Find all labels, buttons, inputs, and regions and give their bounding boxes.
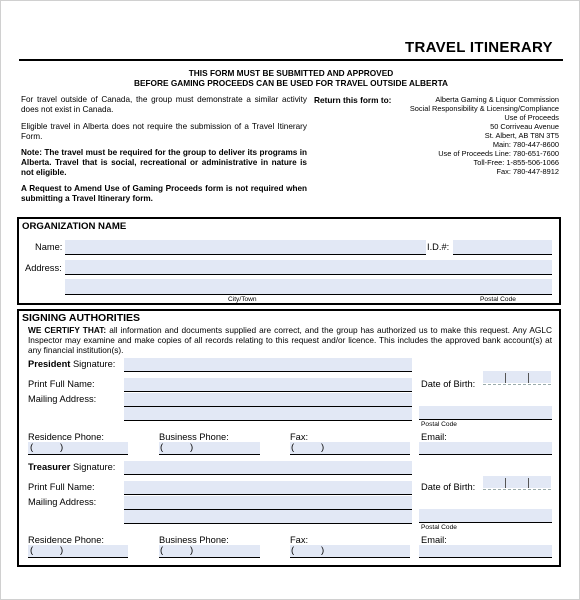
return-address-line: Fax: 780-447-8912 — [496, 167, 559, 176]
treasurer-dob-underline — [483, 489, 551, 490]
treasurer-fax-underline — [290, 557, 410, 558]
president-dob-label: Date of Birth: — [421, 379, 476, 389]
president-postal-caption: Postal Code — [421, 421, 457, 428]
treasurer-print-name-input[interactable] — [124, 481, 412, 494]
org-city-postal-input[interactable] — [65, 279, 552, 294]
return-address-line: Use of Proceeds Line: 780-651-7600 — [438, 149, 559, 158]
intro-paragraph-4: A Request to Amend Use of Gaming Proceeds form is not required when submitting a Travel Itinerary form. — [21, 184, 307, 204]
paren-open: ( — [30, 442, 34, 453]
organization-section-title: ORGANIZATION NAME — [22, 221, 127, 232]
treasurer-fax-input[interactable] — [290, 545, 410, 557]
president-mailing-input[interactable] — [124, 393, 412, 406]
treasurer-mailing-input-2[interactable] — [124, 510, 412, 523]
paren-close: ) — [321, 545, 325, 556]
president-print-name-label: Print Full Name: — [28, 379, 95, 389]
treasurer-postal-input[interactable] — [419, 509, 552, 522]
paren-open: ( — [291, 545, 295, 556]
president-residence-phone-label: Residence Phone: — [28, 432, 104, 442]
president-fax-label: Fax: — [290, 432, 309, 442]
treasurer-postal-underline — [419, 522, 552, 523]
treasurer-role: Treasurer — [28, 462, 71, 472]
return-address-line: St. Albert, AB T8N 3T5 — [484, 131, 559, 140]
org-id-label: I.D.#: — [427, 242, 450, 252]
paren-open: ( — [160, 545, 164, 556]
paren-close: ) — [60, 545, 64, 556]
treasurer-residence-phone-label: Residence Phone: — [28, 535, 104, 545]
treasurer-mailing-underline-2 — [124, 523, 412, 524]
president-fax-underline — [290, 454, 410, 455]
president-postal-input[interactable] — [419, 406, 552, 419]
treasurer-print-name-underline — [124, 494, 412, 495]
treasurer-signature-input[interactable] — [124, 461, 412, 474]
notice-line-2: BEFORE GAMING PROCEEDS CAN BE USED FOR TRAVEL OUTSIDE ALBERTA — [133, 78, 449, 88]
president-role: President — [28, 359, 71, 369]
paren-open: ( — [160, 442, 164, 453]
intro-note: Note: The travel must be required for the group to deliver its programs in Alberta. Travel that is social, recreational or administrative in nature is not eligible. — [21, 148, 307, 178]
notice-line-1: THIS FORM MUST BE SUBMITTED AND APPROVED — [188, 68, 394, 78]
org-address-underline — [65, 274, 552, 275]
president-mailing-label: Mailing Address: — [28, 394, 97, 404]
president-dob-input[interactable] — [483, 371, 551, 383]
treasurer-mailing-label: Mailing Address: — [28, 497, 97, 507]
return-address-line: Alberta Gaming & Liquor Commission — [435, 95, 559, 104]
president-signature-underline — [124, 371, 412, 372]
president-business-phone-underline — [159, 454, 260, 455]
president-postal-underline — [419, 419, 552, 420]
paren-close: ) — [190, 442, 194, 453]
president-business-phone-input[interactable] — [159, 442, 260, 454]
paren-open: ( — [30, 545, 34, 556]
org-postal-code-caption: Postal Code — [480, 296, 516, 303]
treasurer-postal-caption: Postal Code — [421, 524, 457, 531]
treasurer-email-input[interactable] — [419, 545, 552, 557]
president-fax-input[interactable] — [290, 442, 410, 454]
treasurer-signature-underline — [124, 474, 412, 475]
org-id-underline — [453, 254, 552, 255]
president-signature-input[interactable] — [124, 358, 412, 371]
treasurer-residence-phone-underline — [28, 557, 128, 558]
return-address-line: Use of Proceeds — [504, 113, 559, 122]
org-id-input[interactable] — [453, 240, 552, 254]
treasurer-business-phone-underline — [159, 557, 260, 558]
intro-paragraph-1: For travel outside of Canada, the group must demonstrate a similar activity does not exist in Canada. — [21, 95, 307, 115]
president-residence-phone-input[interactable] — [28, 442, 128, 454]
president-email-label: Email: — [421, 432, 447, 442]
certify-statement — [28, 325, 552, 356]
return-address-line: Social Responsibility & Licensing/Compliance — [409, 104, 559, 113]
president-business-phone-label: Business Phone: — [159, 432, 229, 442]
president-email-input[interactable] — [419, 442, 552, 454]
treasurer-business-phone-input[interactable] — [159, 545, 260, 557]
certify-lead: WE CERTIFY THAT: — [28, 325, 107, 335]
certify-text: all information and documents supplied are correct, and the group has authorized us to make this request. Any AGLC Inspector may examine and make copies of all records relating to this request and/or licence. This includes the approved bank account(s) at any financial institution(s). — [28, 325, 552, 356]
treasurer-business-phone-label: Business Phone: — [159, 535, 229, 545]
return-address-line: Main: 780-447-8600 — [492, 140, 559, 149]
treasurer-print-name-label: Print Full Name: — [28, 482, 95, 492]
org-city-underline — [65, 294, 552, 295]
city-town-caption: City/Town — [228, 296, 257, 303]
president-print-name-input[interactable] — [124, 378, 412, 391]
return-to-label: Return this form to: — [314, 95, 392, 105]
form-title: TRAVEL ITINERARY — [405, 39, 553, 56]
president-email-underline — [419, 454, 552, 455]
org-address-label: Address: — [25, 263, 62, 273]
president-signature-label: President Signature: — [28, 359, 116, 369]
org-name-underline — [65, 254, 426, 255]
president-print-name-underline — [124, 391, 412, 392]
signing-section-title: SIGNING AUTHORITIES — [22, 312, 141, 324]
paren-close: ) — [60, 442, 64, 453]
intro-paragraph-2: Eligible travel in Alberta does not require the submission of a Travel Itinerary Form. — [21, 122, 307, 142]
president-residence-phone-underline — [28, 454, 128, 455]
treasurer-signature-label: Treasurer Signature: — [28, 462, 116, 472]
president-dob-underline — [483, 384, 551, 385]
treasurer-email-label: Email: — [421, 535, 447, 545]
return-address-line: Toll-Free: 1-855-506-1066 — [473, 158, 559, 167]
treasurer-residence-phone-input[interactable] — [28, 545, 128, 557]
title-rule — [19, 59, 563, 61]
paren-open: ( — [291, 442, 295, 453]
treasurer-mailing-input[interactable] — [124, 496, 412, 509]
treasurer-email-underline — [419, 557, 552, 558]
treasurer-fax-label: Fax: — [290, 535, 309, 545]
return-address-line: 50 Corriveau Avenue — [490, 122, 559, 131]
org-address-input[interactable] — [65, 260, 552, 274]
treasurer-dob-label: Date of Birth: — [421, 482, 476, 492]
org-name-label: Name: — [35, 242, 63, 252]
president-mailing-underline-2 — [124, 420, 412, 421]
treasurer-dob-input[interactable] — [483, 476, 551, 488]
org-name-input[interactable] — [65, 240, 426, 254]
president-mailing-input-2[interactable] — [124, 407, 412, 420]
paren-close: ) — [321, 442, 325, 453]
paren-close: ) — [190, 545, 194, 556]
